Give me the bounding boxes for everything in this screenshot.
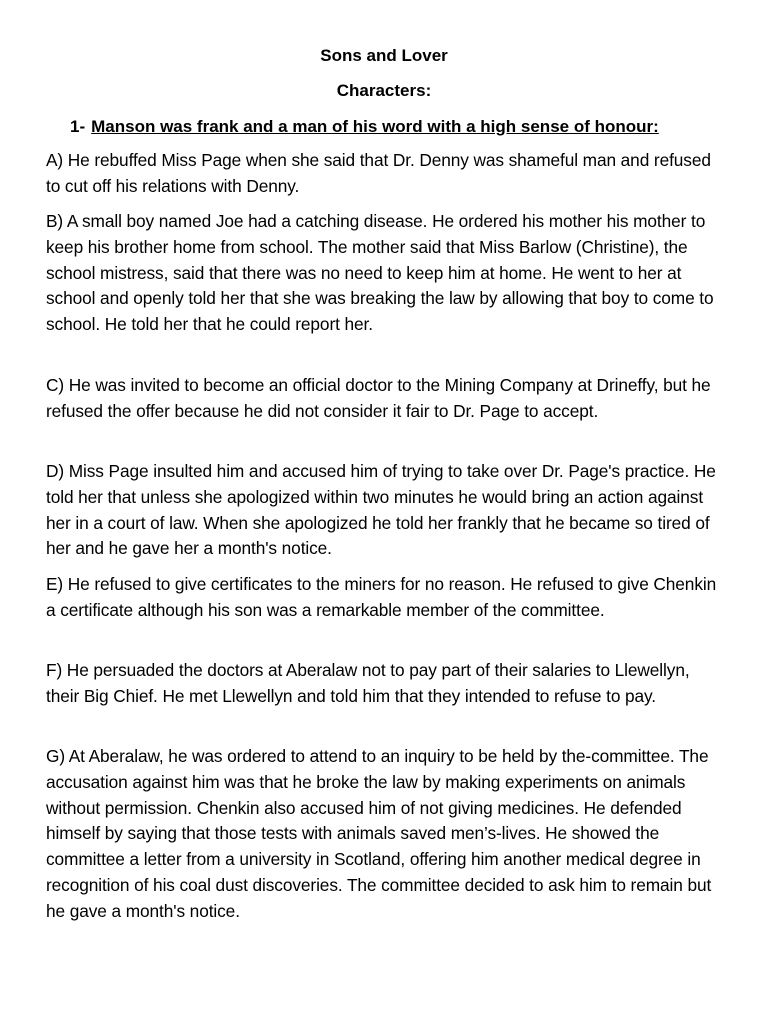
paragraph-a: A) He rebuffed Miss Page when she said that Dr. Denny was shameful man and refused to cut off his relations with Denny. xyxy=(46,150,711,196)
document-title: Sons and Lover xyxy=(320,46,448,65)
paragraph-d: D) Miss Page insulted him and accused him of trying to take over Dr. Page's practice. He told her that unless she apologized within two minutes he would bring an action against her in a court of law. When she apologized he told her frankly that he became so tired of her and he gave her a month's notice. xyxy=(46,461,716,559)
section-heading xyxy=(70,116,730,138)
section-number: 1- xyxy=(70,117,86,136)
document-subtitle: Characters: xyxy=(336,81,432,100)
paragraph-c: C) He was invited to become an official doctor to the Mining Company at Drineffy, but he refused the offer because he did not consider it fair to Dr. Page to accept. xyxy=(46,375,711,421)
paragraph-f: F) He persuaded the doctors at Aberalaw not to pay part of their salaries to Llewellyn, their Big Chief. He met Llewellyn and told him that they intended to refuse to pay. xyxy=(46,660,690,706)
paragraph-b: B) A small boy named Joe had a catching disease. He ordered his mother his mother to keep his brother home from school. The mother said that Miss Barlow (Christine), the school mistress, said that there was no need to keep him at home. He went to her at school and openly told her that she was breaking the law by allowing that boy to come to school. He told her that he could report her. xyxy=(46,211,714,335)
paragraph-e: E) He refused to give certificates to the miners for no reason. He refused to give Chenkin a certificate although his son was a remarkable member of the committee. xyxy=(46,574,717,620)
paragraph-g: G) At Aberalaw, he was ordered to attend to an inquiry to be held by the-committee. The accusation against him was that he broke the law by making experiments on animals without permission. Chenkin also accused him of not giving medicines. He defended himself by saying that those tests with animals saved men’s-lives. He showed the committee a letter from a university in Scotland, offering him another medical degree in recognition of his coal dust discoveries. The committee decided to ask him to remain but he gave a month's notice. xyxy=(46,746,712,921)
section-heading-text: Manson was frank and a man of his word with a high sense of honour: xyxy=(91,117,659,136)
